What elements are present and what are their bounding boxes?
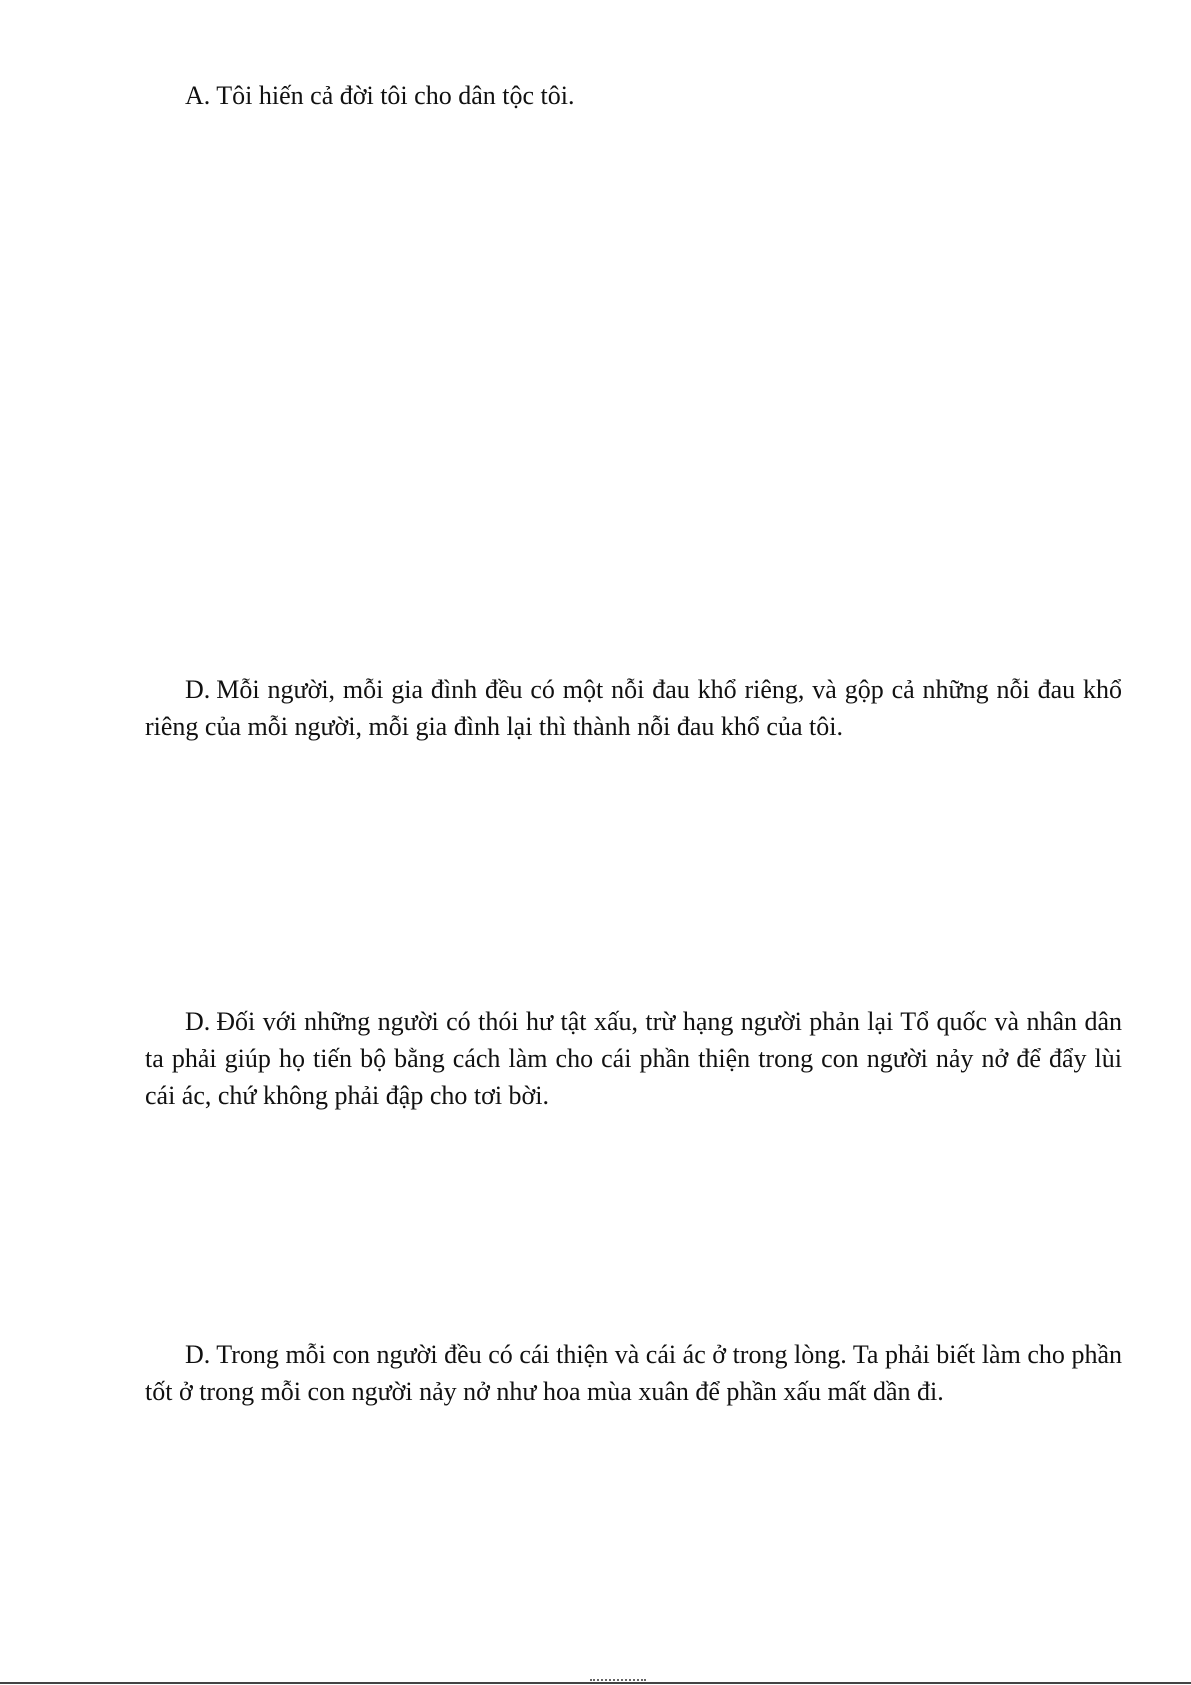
answer-option-paragraph	[145, 671, 1122, 745]
option-letter: D.	[185, 1007, 211, 1036]
option-letter: D.	[185, 1340, 211, 1369]
option-text: Đối với những người có thói hư tật xấu, trừ hạng người phản lại Tổ quốc và nhân dân ta phải giúp họ tiến bộ bằng cách làm cho cái phần thiện trong con người nảy nở để đẩy lùi cái ác, chứ không phải đập cho tơi bời.	[145, 1007, 1122, 1110]
page-bottom-mark	[590, 1679, 646, 1685]
answer-option-paragraph	[145, 1336, 1122, 1410]
option-text: Mỗi người, mỗi gia đình đều có một nỗi đau khổ riêng, và gộp cả những nỗi đau khổ riêng của mỗi người, mỗi gia đình lại thì thành nỗi đau khổ của tôi.	[145, 675, 1122, 741]
option-text: Tôi hiến cả đời tôi cho dân tộc tôi.	[216, 81, 575, 110]
answer-option-paragraph	[145, 1003, 1122, 1114]
option-letter: D.	[185, 675, 211, 704]
option-letter: A.	[185, 81, 211, 110]
answer-option-paragraph	[145, 77, 1122, 114]
option-text: Trong mỗi con người đều có cái thiện và cái ác ở trong lòng. Ta phải biết làm cho phần tốt ở trong mỗi con người nảy nở như hoa mùa xuân để phần xấu mất dần đi.	[145, 1340, 1122, 1406]
